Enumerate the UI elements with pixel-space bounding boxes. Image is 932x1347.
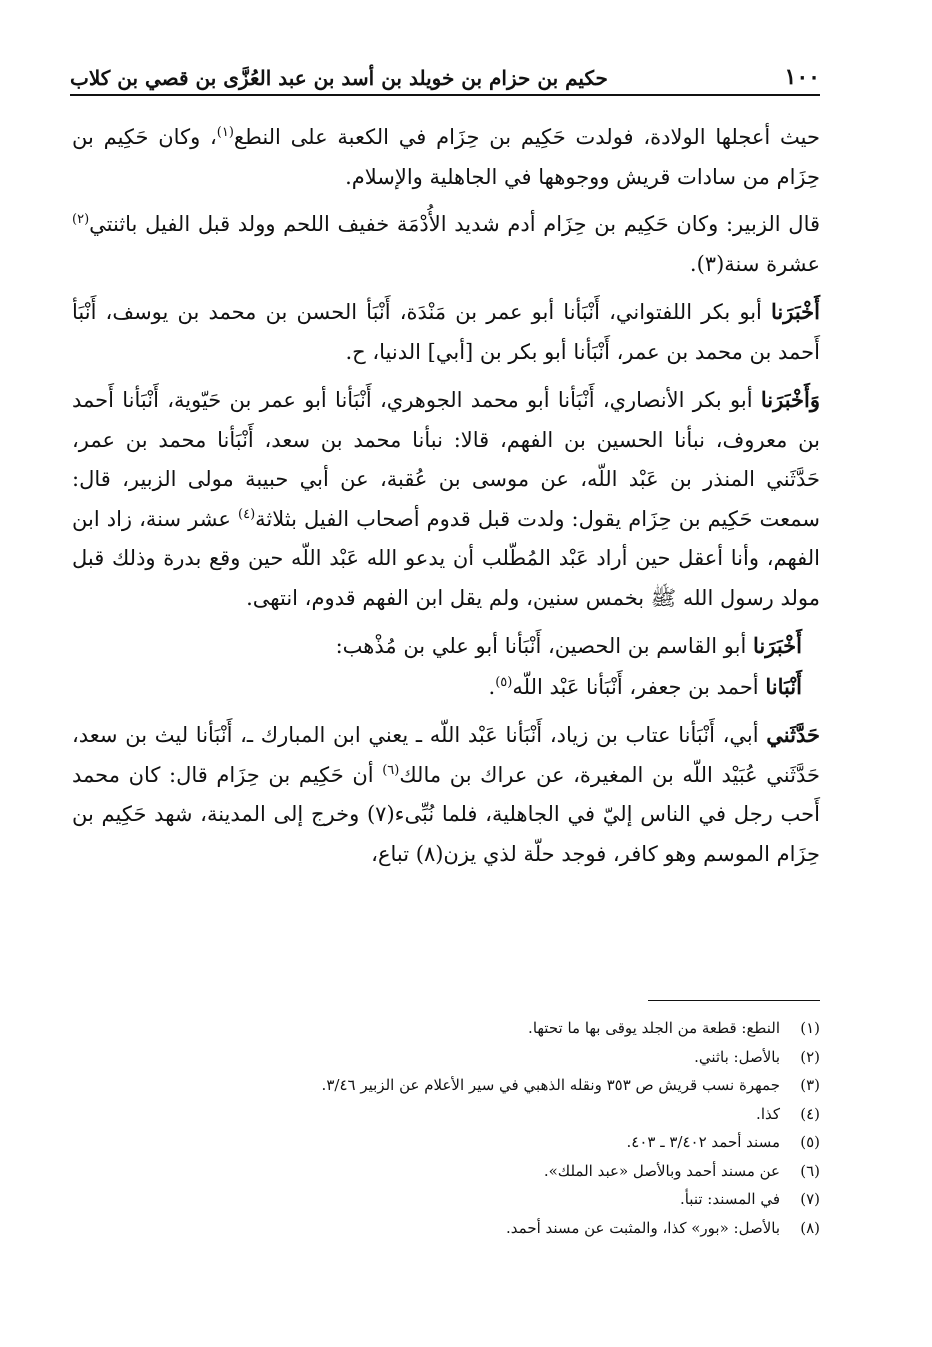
page-header bbox=[70, 58, 820, 96]
footnote-ref: (٤) bbox=[238, 506, 256, 522]
paragraph-lead-word: حَدَّثَني bbox=[766, 722, 820, 747]
paragraph-lead-word: أَخْبَرَنا bbox=[753, 633, 802, 658]
footnote-number: (٧) bbox=[800, 1190, 820, 1208]
paragraph-6 bbox=[72, 667, 820, 708]
paragraph-tail: أن حَكِيم بن حِزَام قال: كان محمد أَحب رجل في الناس إليّ في الجاهلية، فلما نُبِّىء(٧) وخرج إلى المدينة، شهد حَكِيم بن حِزَام الموسم وهو كافر، فوجد حلّة لذي يزن(٨) تباع، bbox=[72, 762, 820, 866]
footnote-text: النطع: قطعة من الجلد يوقى بها ما تحتها. bbox=[528, 1019, 780, 1037]
footnote-item bbox=[72, 1185, 820, 1214]
paragraph-tail: . bbox=[488, 674, 496, 699]
footnote-number: (١) bbox=[800, 1019, 820, 1037]
paragraph-text: أحمد بن جعفر، أَنْبَأنا عَبْد اللّه bbox=[512, 674, 766, 699]
footnote-item bbox=[72, 1157, 820, 1186]
paragraph-tail: ، وكان حَكِيم بن حِزَام من سادات قريش ووجوهها في الجاهلية والإسلام. bbox=[72, 125, 820, 189]
paragraph-lead-word: وَأَخْبَرَنا bbox=[760, 387, 820, 412]
paragraph-3 bbox=[72, 292, 820, 372]
footnote-ref: (٢) bbox=[72, 212, 90, 227]
page-number: ١٠٠ bbox=[784, 64, 820, 90]
paragraph-text: أبو بكر الأنصاري، أَنْبَأنا أبو محمد الجوهري، أَنْبَأنا أبو عمر بن حَيّوية، أَنْبَأنا أَحمد بن معروف، نبأنا الحسين بن الفهم، قالا: نبأنا محمد بن سعد، أَنْبَأنا محمد بن عمر، حَدَّثَني المنذر بن عَبْد اللّه، عن موسى بن عُقبة، عن أبي حبيبة مولى الزبير، قال: سمعت حَكِيم بن حِزَام يقول: ولدت قبل قدوم أصحاب الفيل بثلاثة bbox=[72, 388, 821, 531]
paragraph-text: أبو بكر اللفتواني، أَنْبَأنا أبو عمر بن مَنْدَة، أَنْبَأ الحسن بن محمد بن يوسف، أَنْبَأ أَحمد بن محمد بن عمر، أَنْبَأنا أبو بكر بن [أبي] الدنيا، ح. bbox=[72, 300, 820, 364]
footnote-text: جمهرة نسب قريش ص ٣٥٣ ونقله الذهبي في سير الأعلام عن الزبير ٣/٤٦. bbox=[321, 1076, 780, 1094]
paragraph-text: أبو القاسم بن الحصين، أَنْبَأنا أبو علي بن مُذْهب: bbox=[335, 634, 754, 658]
footnote-text: بالأصل: «بور» كذا، والمثبت عن مسند أحمد. bbox=[506, 1218, 780, 1237]
footnote-text: في المسند: تنبأ. bbox=[679, 1190, 780, 1208]
footnote-text: مسند أحمد ٣/٤٠٢ ـ ٤٠٣. bbox=[626, 1133, 780, 1151]
footnote-ref: (٥) bbox=[495, 674, 513, 690]
paragraph-5 bbox=[72, 626, 820, 667]
paragraph-tail: عشر سنة، زاد ابن الفهم، وأنا أعقل حين أراد عَبْد المُطّلب أن يدعو الله عَبْد اللّه حين وقع بدرة وذلك قبل مولد رسول الله ﷺ بخمس سنين، ولم يقل ابن الفهم قدوم، انتهى. bbox=[72, 506, 820, 610]
paragraph-2 bbox=[72, 205, 820, 284]
running-title: حكيم بن حزام بن خويلد بن أسد بن عبد العُزَّى بن قصي بن كلاب bbox=[70, 66, 608, 90]
footnote-item bbox=[72, 1100, 820, 1129]
footnote-ref: (١) bbox=[216, 125, 234, 140]
footnote-text: كذا. bbox=[756, 1104, 780, 1123]
paragraph-tail: عشرة سنة(٣). bbox=[689, 251, 820, 276]
paragraph-lead-word: أَخْبَرَنا bbox=[771, 299, 820, 324]
paragraph-text: أبي، أَنْبَأنا عتاب بن زياد، أَنْبَأنا عَبْد اللّه ـ يعني ابن المبارك ـ، أَنْبَأنا ليث بن سعد، حَدَّثَني عُبَيْد اللّه بن المغيرة، عن عراك بن مالك bbox=[72, 723, 820, 787]
paragraph-4 bbox=[72, 380, 820, 618]
footnote-number: (٨) bbox=[800, 1218, 820, 1237]
footnote-ref: (٦) bbox=[382, 762, 400, 778]
footnote-text: عن مسند أحمد وبالأصل «عبد الملك». bbox=[543, 1161, 780, 1180]
footnote-number: (٥) bbox=[800, 1133, 820, 1151]
footnote-item bbox=[72, 1043, 820, 1072]
footnote-item bbox=[72, 1128, 820, 1157]
footnote-number: (٦) bbox=[800, 1161, 820, 1180]
paragraph-text: حيث أعجلها الولادة، فولدت حَكِيم بن حِزَام في الكعبة على النطع bbox=[233, 125, 820, 149]
footnote-number: (٢) bbox=[800, 1047, 820, 1066]
paragraph-lead-word: أَنْبَانا bbox=[765, 673, 802, 699]
footnote-number: (٤) bbox=[800, 1104, 820, 1123]
footnote-item bbox=[72, 1014, 820, 1043]
footnote-item bbox=[72, 1071, 820, 1100]
paragraph-text: قال الزبير: وكان حَكِيم بن حِزَام أدم شديد الأُدْمَة خفيف اللحم وولد قبل الفيل باثنتي bbox=[89, 212, 820, 236]
footnotes bbox=[72, 1014, 820, 1242]
paragraph-1 bbox=[72, 118, 820, 197]
footnote-text: بالأصل: باثني. bbox=[694, 1047, 780, 1066]
footnote-divider bbox=[648, 1000, 820, 1001]
paragraph-7 bbox=[72, 715, 820, 874]
main-text bbox=[72, 118, 820, 882]
footnote-number: (٣) bbox=[800, 1076, 820, 1094]
footnote-item bbox=[72, 1214, 820, 1243]
